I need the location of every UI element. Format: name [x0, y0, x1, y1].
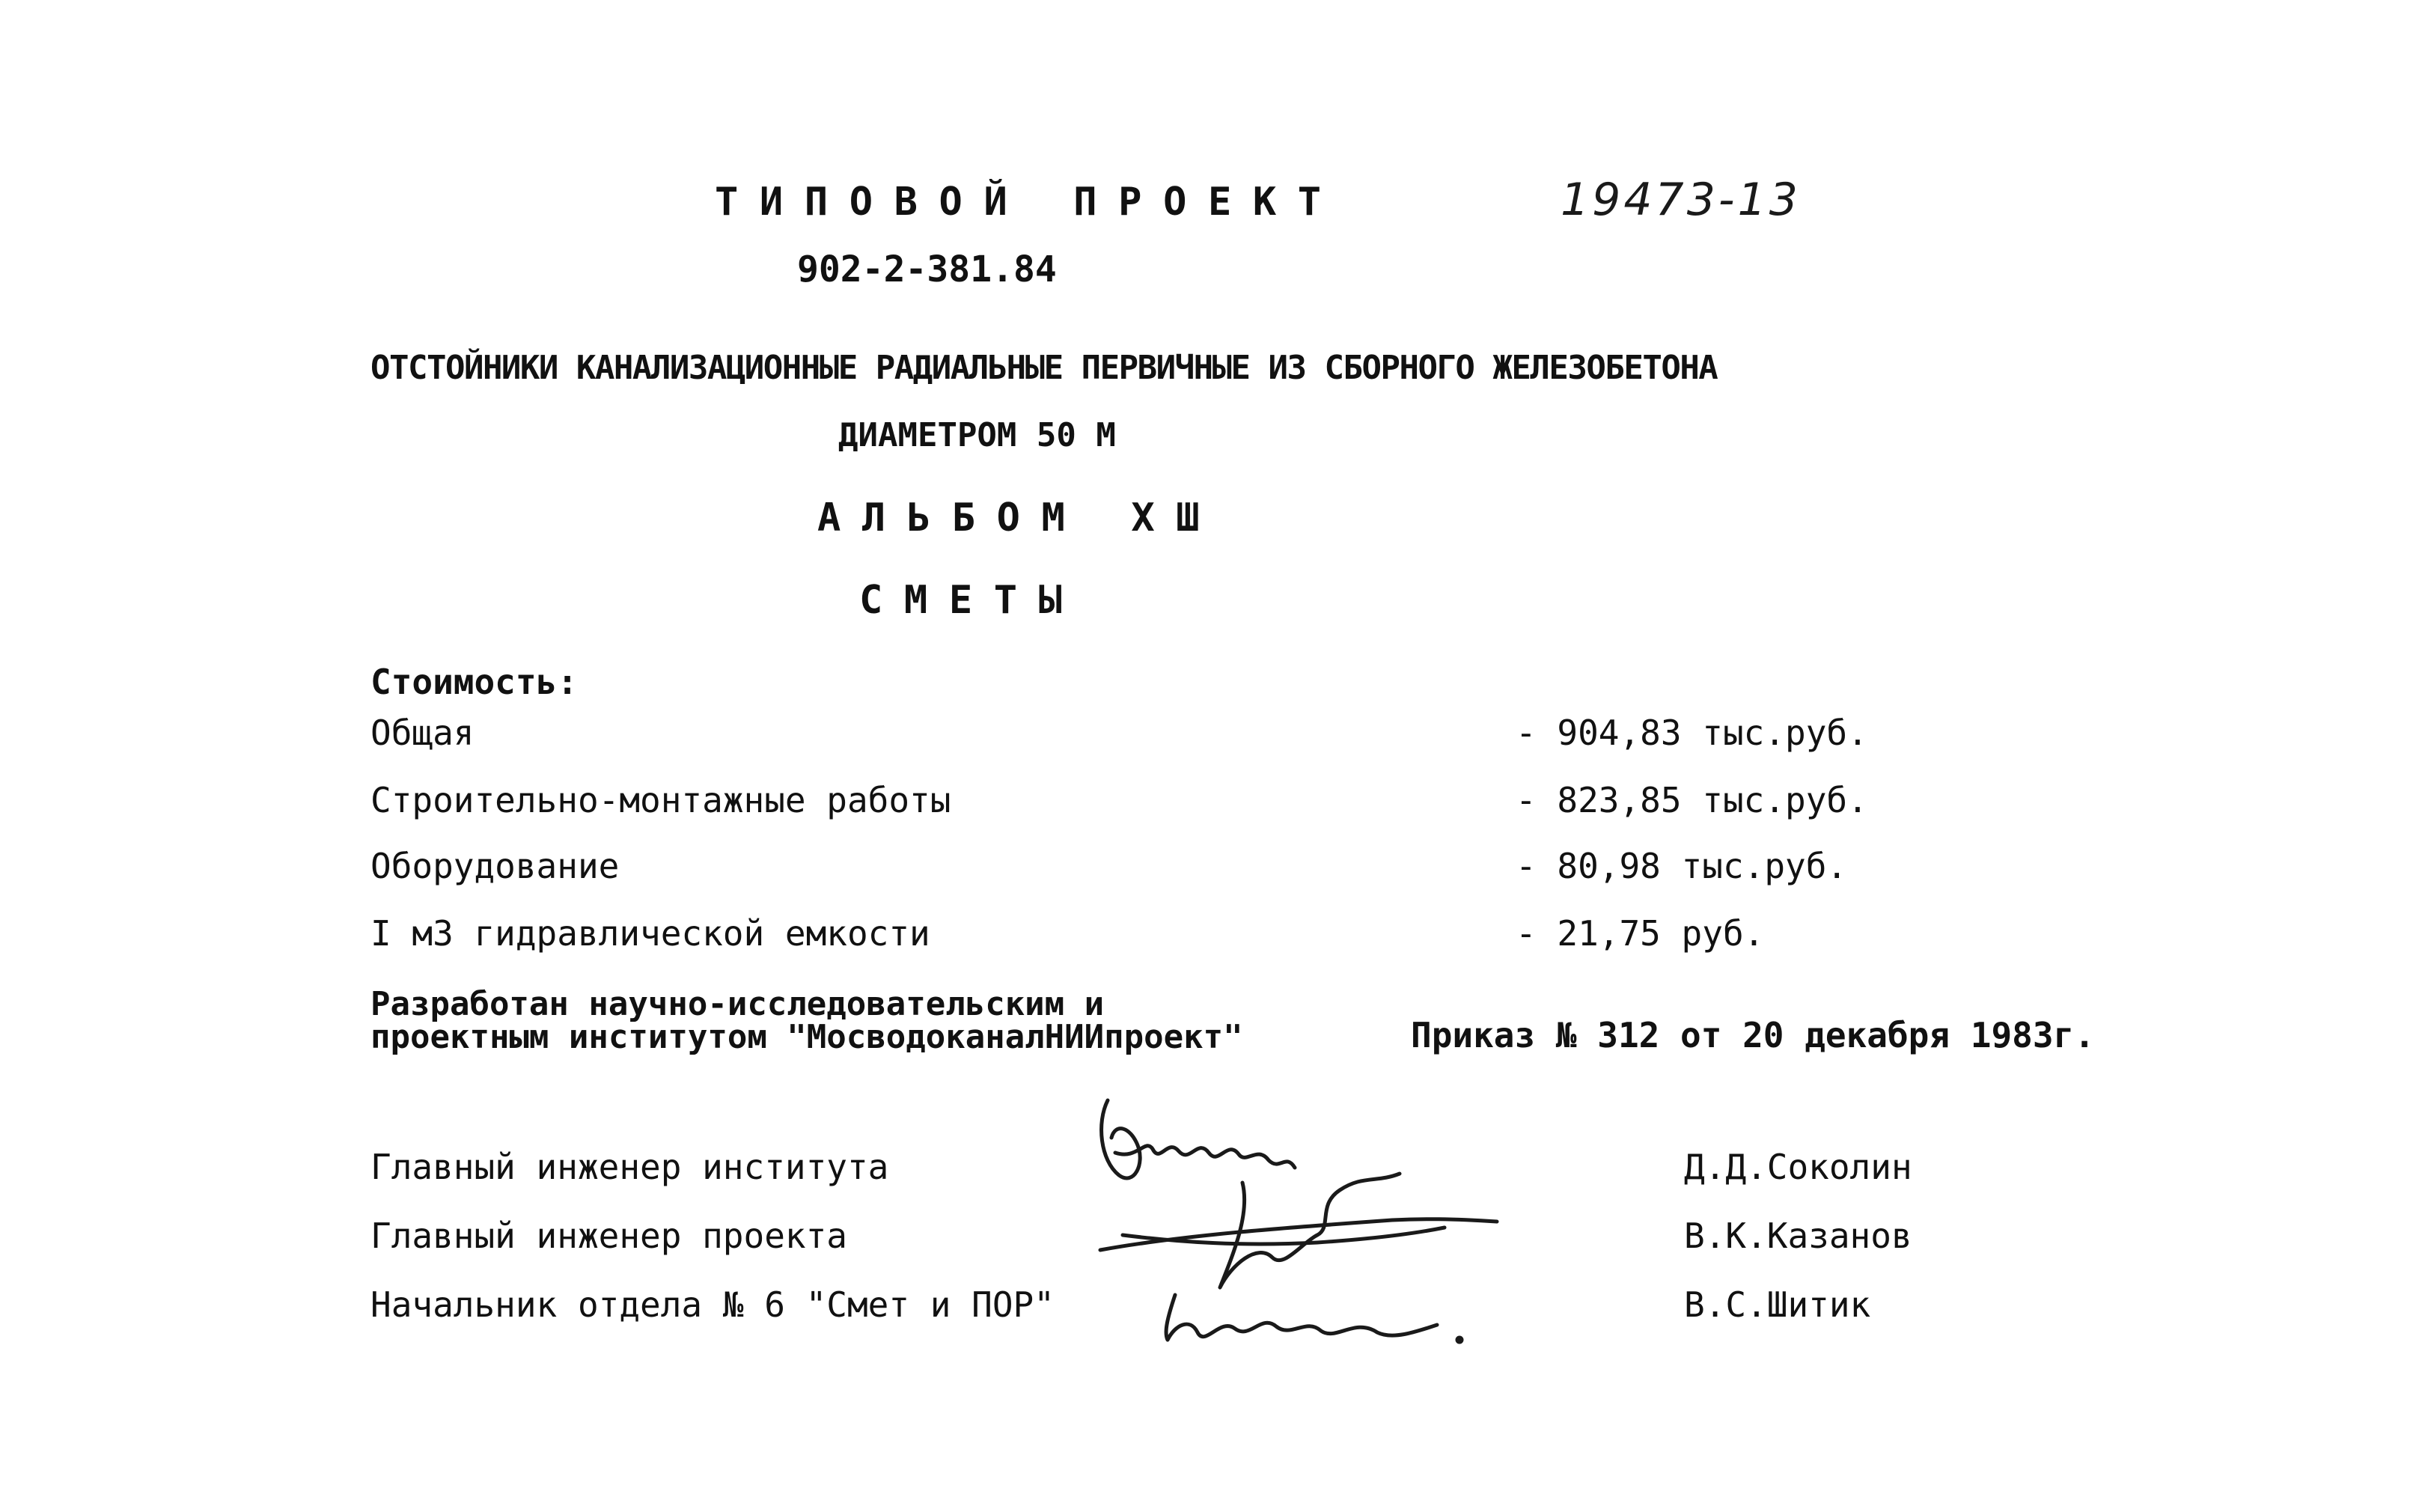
- handwritten-signatures: [1093, 1093, 1527, 1362]
- signature-dot: [1457, 1338, 1462, 1342]
- signature-stroke: [1115, 1146, 1295, 1168]
- document-title-line-1: ОТСТОЙНИКИ КАНАЛИЗАЦИОННЫЕ РАДИАЛЬНЫЕ ПЕРВИЧНЫЕ ИЗ СБОРНОГО ЖЕЛЕЗОБЕТОНА: [370, 349, 1718, 387]
- signatory-role: Главный инженер института: [370, 1147, 889, 1187]
- handwritten-number: 19473-13: [1561, 174, 1801, 226]
- signatory-name: В.К.Казанов: [1684, 1216, 1912, 1256]
- cost-value: - 80,98 тыс.руб.: [1516, 846, 1848, 886]
- cost-row: [370, 846, 1882, 891]
- cost-row: [370, 913, 1882, 958]
- cost-row: [370, 713, 1882, 757]
- developer-line-2: проектным институтом "МосводоканалНИИпроект": [370, 1018, 1243, 1056]
- signature-stroke: [1166, 1295, 1437, 1340]
- album-heading: АЛЬБОМ XШ: [817, 496, 1221, 540]
- project-type-heading: ТИПОВОЙ ПРОЕКТ: [715, 180, 1343, 225]
- developer-line-1: Разработан научно-исследовательским и: [370, 985, 1105, 1023]
- order-reference: Приказ № 312 от 20 декабря 1983г.: [1411, 1015, 2095, 1055]
- cost-label: Строительно-монтажные работы: [370, 780, 951, 820]
- signatory-name: Д.Д.Соколин: [1684, 1147, 1912, 1187]
- cost-value: - 823,85 тыс.руб.: [1516, 780, 1868, 820]
- cost-value: - 21,75 руб.: [1516, 913, 1765, 954]
- cost-label: I м3 гидравлической емкости: [370, 913, 930, 954]
- signature-stroke: [1102, 1100, 1141, 1178]
- signatory-role: Главный инженер проекта: [370, 1216, 847, 1256]
- cost-label: Оборудование: [370, 846, 620, 886]
- cost-row: [370, 780, 1882, 825]
- section-heading: СМЕТЫ: [859, 578, 1084, 623]
- document-title-line-2: ДИАМЕТРОМ 50 М: [838, 416, 1116, 454]
- project-code: 902-2-381.84: [797, 249, 1057, 290]
- cost-value: - 904,83 тыс.руб.: [1516, 713, 1868, 753]
- signatory-name: В.С.Шитик: [1684, 1284, 1871, 1325]
- cost-heading: Стоимость:: [370, 662, 578, 702]
- developer-info: [370, 985, 1243, 1056]
- cost-label: Общая: [370, 713, 475, 753]
- signature-stroke: [1100, 1219, 1497, 1250]
- signatory-role: Начальник отдела № 6 "Смет и ПОР": [370, 1284, 1055, 1325]
